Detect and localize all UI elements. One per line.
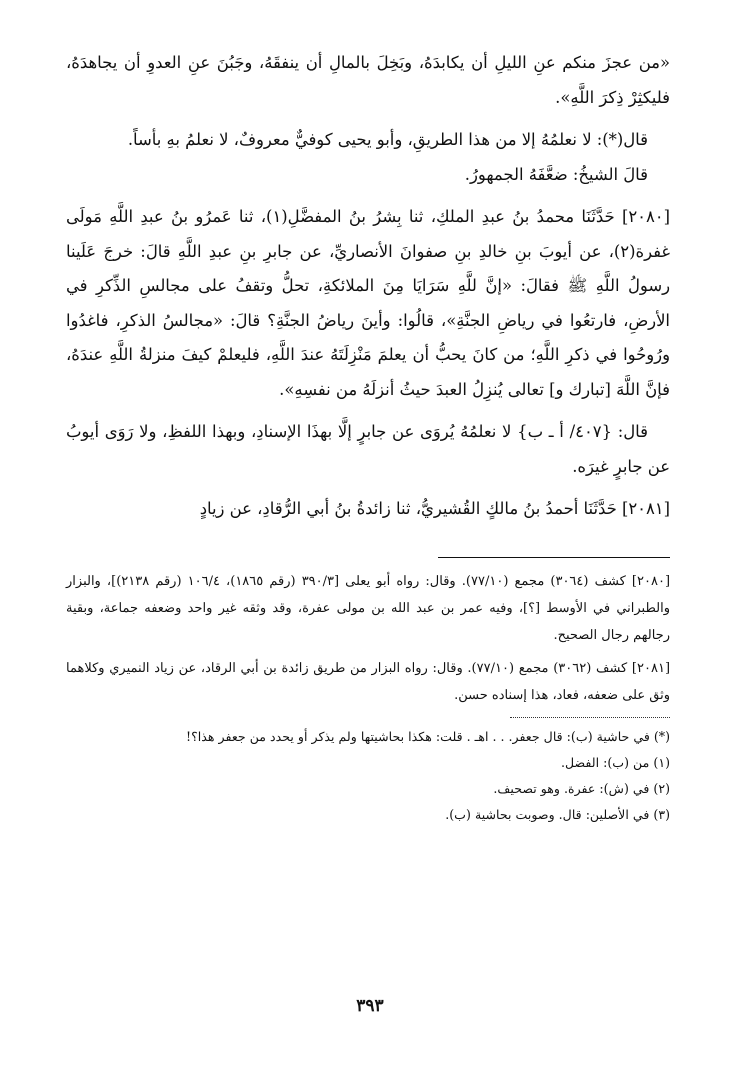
hadith-text-continuation: «من عجزَ منكم عنِ الليلِ أن يكابدَهُ، وبَخِلَ بالمالِ أن ينفقَهُ، وجَبُنَ عنِ العدوِ أن يجاهدَهُ، فليكثِرْ ذِكرَ اللَّهِ».	[66, 53, 670, 107]
manuscript-notes	[66, 724, 670, 828]
note-2: (٢) في (ش): عفرة. وهو تصحيف.	[493, 780, 670, 796]
footnote-divider	[438, 557, 670, 558]
shaykh-comment: قالَ الشيخُ: ضعَّفَهُ الجمهورُ.	[464, 164, 648, 184]
note-3: (٣) في الأصلين: قال. وصوبت بحاشية (ب).	[445, 806, 670, 822]
notes-divider	[510, 717, 670, 718]
takhrij-footnotes	[66, 568, 670, 709]
main-text	[66, 46, 670, 527]
note-1: (١) من (ب): الفضل.	[560, 754, 670, 770]
page-number: ٣٩٣	[356, 996, 384, 1016]
footnote-2080: [٢٠٨٠] كشف (٣٠٦٤) مجمع (٧٧/١٠). وقال: رواه أبو يعلى [٣٩٠/٣ (رقم ١٨٦٥)، ١٠٦/٤ (رقم ٢١٣٨)]، والبزار والطبراني في الأوسط [؟]، وفيه عمر بن عبد الله بن مولى عفرة، وقد وثقه غير واحد وضعفه جماعة، وبقية رجالهم رجال الصحيح.	[66, 573, 671, 643]
footnote-2081: [٢٠٨١] كشف (٣٠٦٢) مجمع (٧٧/١٠). وقال: رواه البزار من طريق زائدة بن أبي الرقاد، عن زياد النميري وكلاهما وثق على ضعفه، فعاد، هذا إسناده حسن.	[66, 660, 671, 703]
bazzar-comment: قال(*): لا نعلمُهُ إلا من هذا الطريقِ، وأبو يحيى كوفيٌّ معروفٌ، لا نعلمُ بهِ بأساً.	[127, 130, 648, 149]
hadith-2081-start: [٢٠٨١] حَدَّثَنَا أحمدُ بنُ مالكٍ القُشيريُّ، ثنا زائدةُ بنُ أبي الرُّقادِ، عن زيادٍ	[199, 499, 670, 518]
hadith-2080: [٢٠٨٠] حَدَّثَنَا محمدُ بنُ عبدِ الملكِ، ثنا بِشرُ بنُ المفضَّلِ(١)، ثنا عَمرُو بنُ عبدِ اللَّهِ مَولَى غفرة(٢)، عن أيوبَ بنِ خالدِ بنِ صفوانَ الأنصاريِّ، عن جابرِ بنِ عبدِ اللَّهِ قالَ: خرجَ عَلَينا رسولُ اللَّهِ ﷺ فقالَ: «إنَّ للَّهِ سَرَايَا مِنَ الملائكةِ، تحلُّ وتقفُ على مجالسِ الذِّكرِ في الأرضِ، فارتعُوا في رياضِ الجنَّةِ»، قالُوا: وأينَ رياضُ الجنَّةِ؟ قالَ: «مجالسُ الذكرِ، فاغدُوا ورُوحُوا في ذكرِ اللَّهِ؛ من كانَ يحبُّ أن يعلمَ مَنْزِلَتَهُ عندَ اللَّهِ، فليعلمْ كيفَ منزلةُ اللَّهِ عندَهُ، فإنَّ اللَّهَ [تبارك و] تعالى يُنزِلُ العبدَ حيثُ أنزلَهُ من نفسِهِ».	[66, 207, 670, 399]
bazzar-comment-2080: قال: {٤٠٧/ أ ـ ب} لا نعلمُهُ يُروَى عن جابرٍ إلَّا بهذَا الإسنادِ، وبهذا اللفظِ، ولا رَوَى أيوبُ عن جابرٍ غيرَه.	[66, 422, 670, 476]
note-star: (*) في حاشية (ب): قال جعفر. . . اهـ . قلت: هكذا بحاشيتها ولم يذكر أو يحدد من جعفر هذا؟!	[186, 728, 670, 744]
